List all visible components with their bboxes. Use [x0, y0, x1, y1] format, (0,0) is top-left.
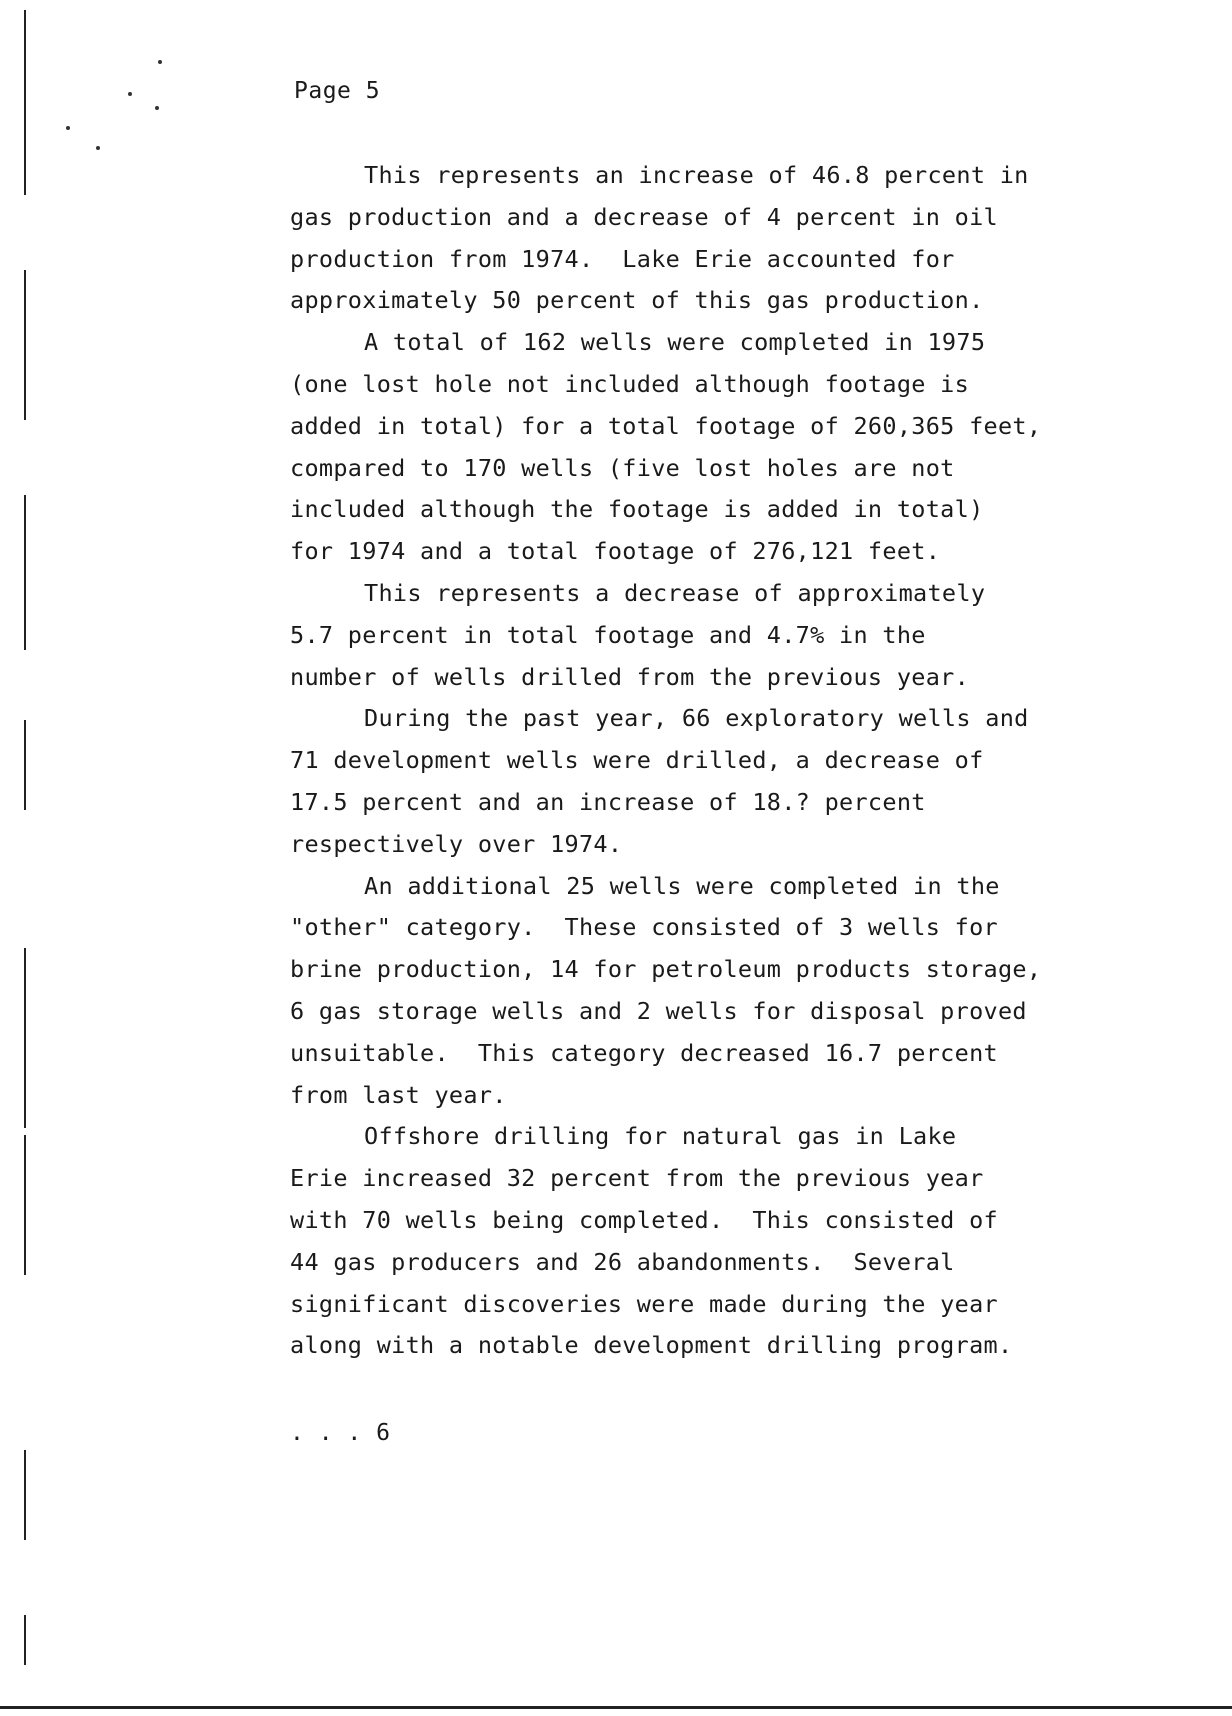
scan-edge-mark — [24, 1615, 26, 1665]
scan-edge-mark — [24, 10, 26, 195]
paragraph — [290, 155, 1110, 322]
text-line: included although the footage is added in total) — [290, 495, 984, 524]
text-line: number of wells drilled from the previous year. — [290, 662, 970, 691]
page-number-header: Page 5 — [294, 78, 381, 104]
text-line: along with a notable development drilling program. — [290, 1331, 1013, 1360]
text-line: (one lost hole not included although footage is — [290, 369, 970, 398]
scan-speck — [96, 146, 100, 150]
text-line: Offshore drilling for natural gas in Lake — [364, 1122, 957, 1151]
text-line: 5.7 percent in total footage and 4.7% in the — [290, 620, 926, 649]
text-line: compared to 170 wells (five lost holes are not — [290, 453, 955, 482]
scan-speck — [158, 60, 162, 64]
scan-edge-mark — [24, 948, 26, 1128]
text-line: gas production and a decrease of 4 percent in oil — [290, 202, 998, 231]
text-line: respectively over 1974. — [290, 829, 623, 858]
scan-speck — [66, 126, 70, 130]
text-line: 44 gas producers and 26 abandonments. Several — [290, 1247, 955, 1276]
text-line: "other" category. These consisted of 3 wells for — [290, 913, 998, 942]
text-line: added in total) for a total footage of 260,365 feet, — [290, 411, 1042, 440]
text-line: Erie increased 32 percent from the previous year — [290, 1164, 984, 1193]
paragraph — [290, 322, 1110, 573]
text-line: brine production, 14 for petroleum products storage, — [290, 955, 1042, 984]
scan-speck — [155, 106, 159, 110]
scan-edge-mark — [24, 1450, 26, 1540]
scan-edge-mark — [24, 270, 26, 420]
paragraph — [290, 866, 1110, 1117]
scan-bottom-edge — [0, 1706, 1232, 1709]
text-line: for 1974 and a total footage of 276,121 feet. — [290, 537, 941, 566]
text-line: from last year. — [290, 1080, 507, 1109]
text-line: A total of 162 wells were completed in 1975 — [364, 328, 986, 357]
text-line: significant discoveries were made during the year — [290, 1289, 998, 1318]
paragraph — [290, 573, 1110, 698]
text-line: 17.5 percent and an increase of 18.? percent — [290, 787, 926, 816]
scan-edge-mark — [24, 495, 26, 650]
text-line: This represents a decrease of approximately — [364, 578, 986, 607]
text-line: This represents an increase of 46.8 percent in — [364, 161, 1029, 189]
text-line: An additional 25 wells were completed in the — [364, 871, 1000, 900]
text-line: During the past year, 66 exploratory wells and — [364, 704, 1029, 733]
text-line: production from 1974. Lake Erie accounted for — [290, 244, 955, 273]
text-line: approximately 50 percent of this gas production. — [290, 286, 984, 315]
paragraph — [290, 1116, 1110, 1367]
text-line: 71 development wells were drilled, a decrease of — [290, 746, 984, 775]
scan-speck — [128, 92, 132, 96]
text-line: unsuitable. This category decreased 16.7 percent — [290, 1038, 998, 1067]
body-text — [290, 155, 1110, 1367]
paragraph — [290, 698, 1110, 865]
text-line: with 70 wells being completed. This consisted of — [290, 1205, 998, 1234]
scan-edge-mark — [24, 720, 26, 810]
text-line: 6 gas storage wells and 2 wells for disposal proved — [290, 996, 1027, 1025]
continuation-marker: . . . 6 — [290, 1420, 391, 1446]
scan-edge-mark — [24, 1135, 26, 1275]
